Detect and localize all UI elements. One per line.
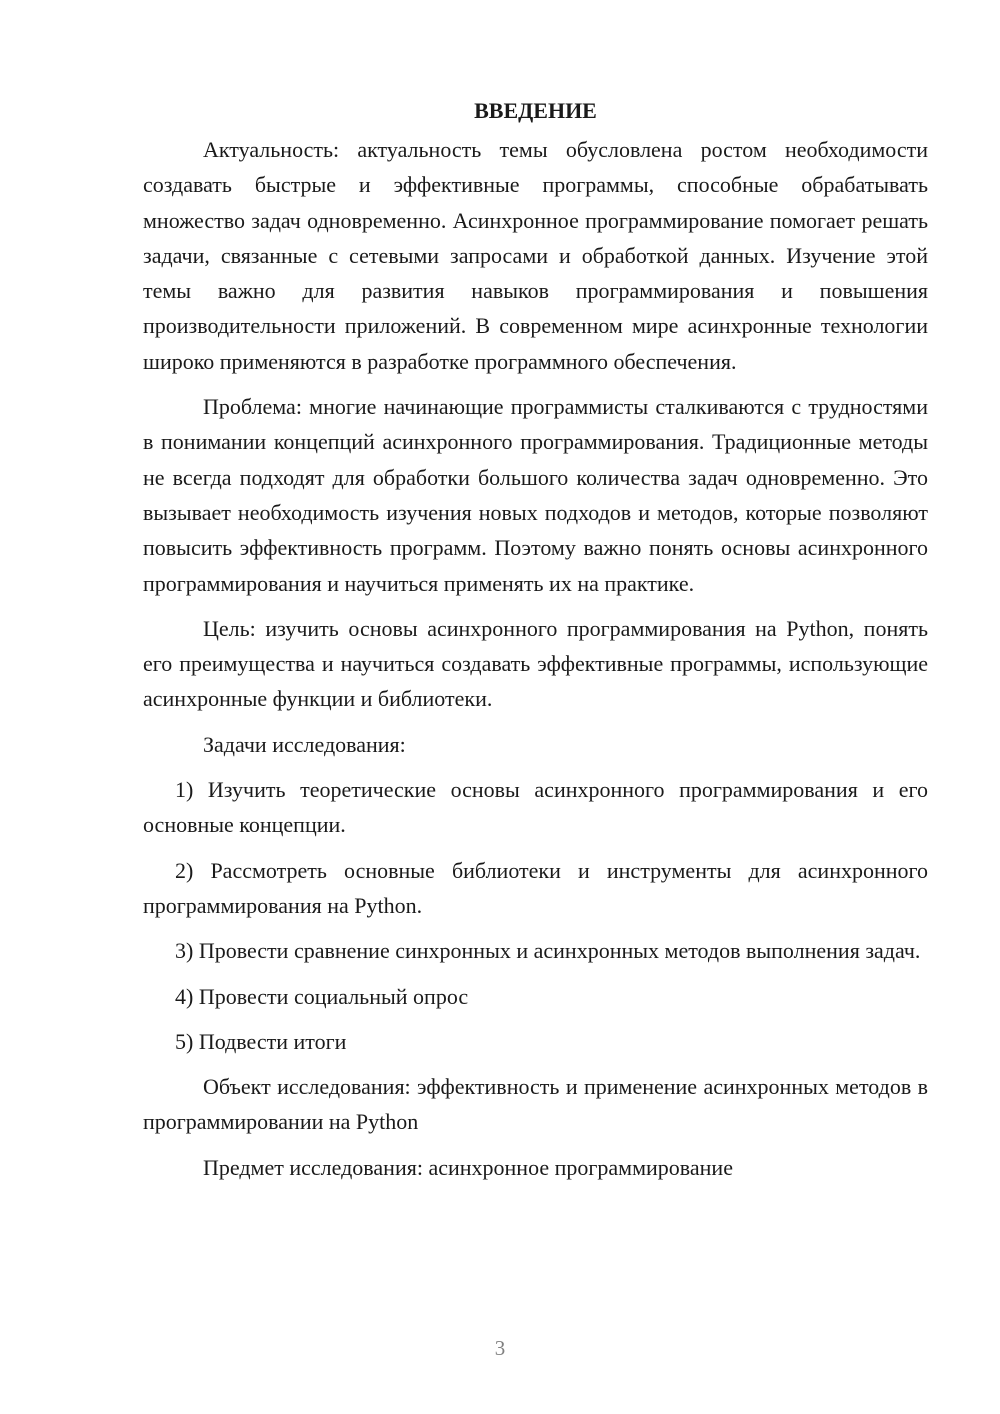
paragraph-tasks-heading: Задачи исследования: xyxy=(203,731,406,757)
paragraph-problem: Проблема: многие начинающие программисты сталкиваются с трудностями в понимании концепций асинхронного программирования. Традиционные методы не всегда подходят для обработки большого количества задач одновременно. Это вызывает необходимость изучения новых подходов и методов, которые позволяют повысить эффективность программ. Поэтому важно понять основы асинхронного программирования и научиться применять их на практике. xyxy=(143,394,928,596)
paragraph-subject: Предмет исследования: асинхронное программирование xyxy=(203,1154,733,1180)
section-title: ВВЕДЕНИЕ xyxy=(474,98,597,123)
paragraph-goal: Цель: изучить основы асинхронного программирования на Python, понять его преимущества и научиться создавать эффективные программы, использующие асинхронные функции и библиотеки. xyxy=(143,615,928,712)
page-content xyxy=(143,97,928,1185)
task-item-5: 5) Подвести итоги xyxy=(175,1028,347,1054)
page-number: 3 xyxy=(494,1336,506,1360)
paragraph-object: Объект исследования: эффективность и применение асинхронных методов в программировании на Python xyxy=(143,1074,928,1135)
task-item-4: 4) Провести социальный опрос xyxy=(175,983,469,1009)
task-item-1: 1) Изучить теоретические основы асинхронного программирования и его основные концепции. xyxy=(143,777,928,838)
task-item-2: 2) Рассмотреть основные библиотеки и инструменты для асинхронного программирования на Python. xyxy=(143,857,928,918)
task-item-3: 3) Провести сравнение синхронных и асинхронных методов выполнения задач. xyxy=(175,938,921,964)
paragraph-relevance: Актуальность: актуальность темы обусловлена ростом необходимости создавать быстрые и эффективные программы, способные обрабатывать множество задач одновременно. Асинхронное программирование помогает решать задачи, связанные с сетевыми запросами и обработкой данных. Изучение этой темы важно для развития навыков программирования и повышения производительности приложений. В современном мире асинхронные технологии широко применяются в разработке программного обеспечения. xyxy=(143,137,928,374)
